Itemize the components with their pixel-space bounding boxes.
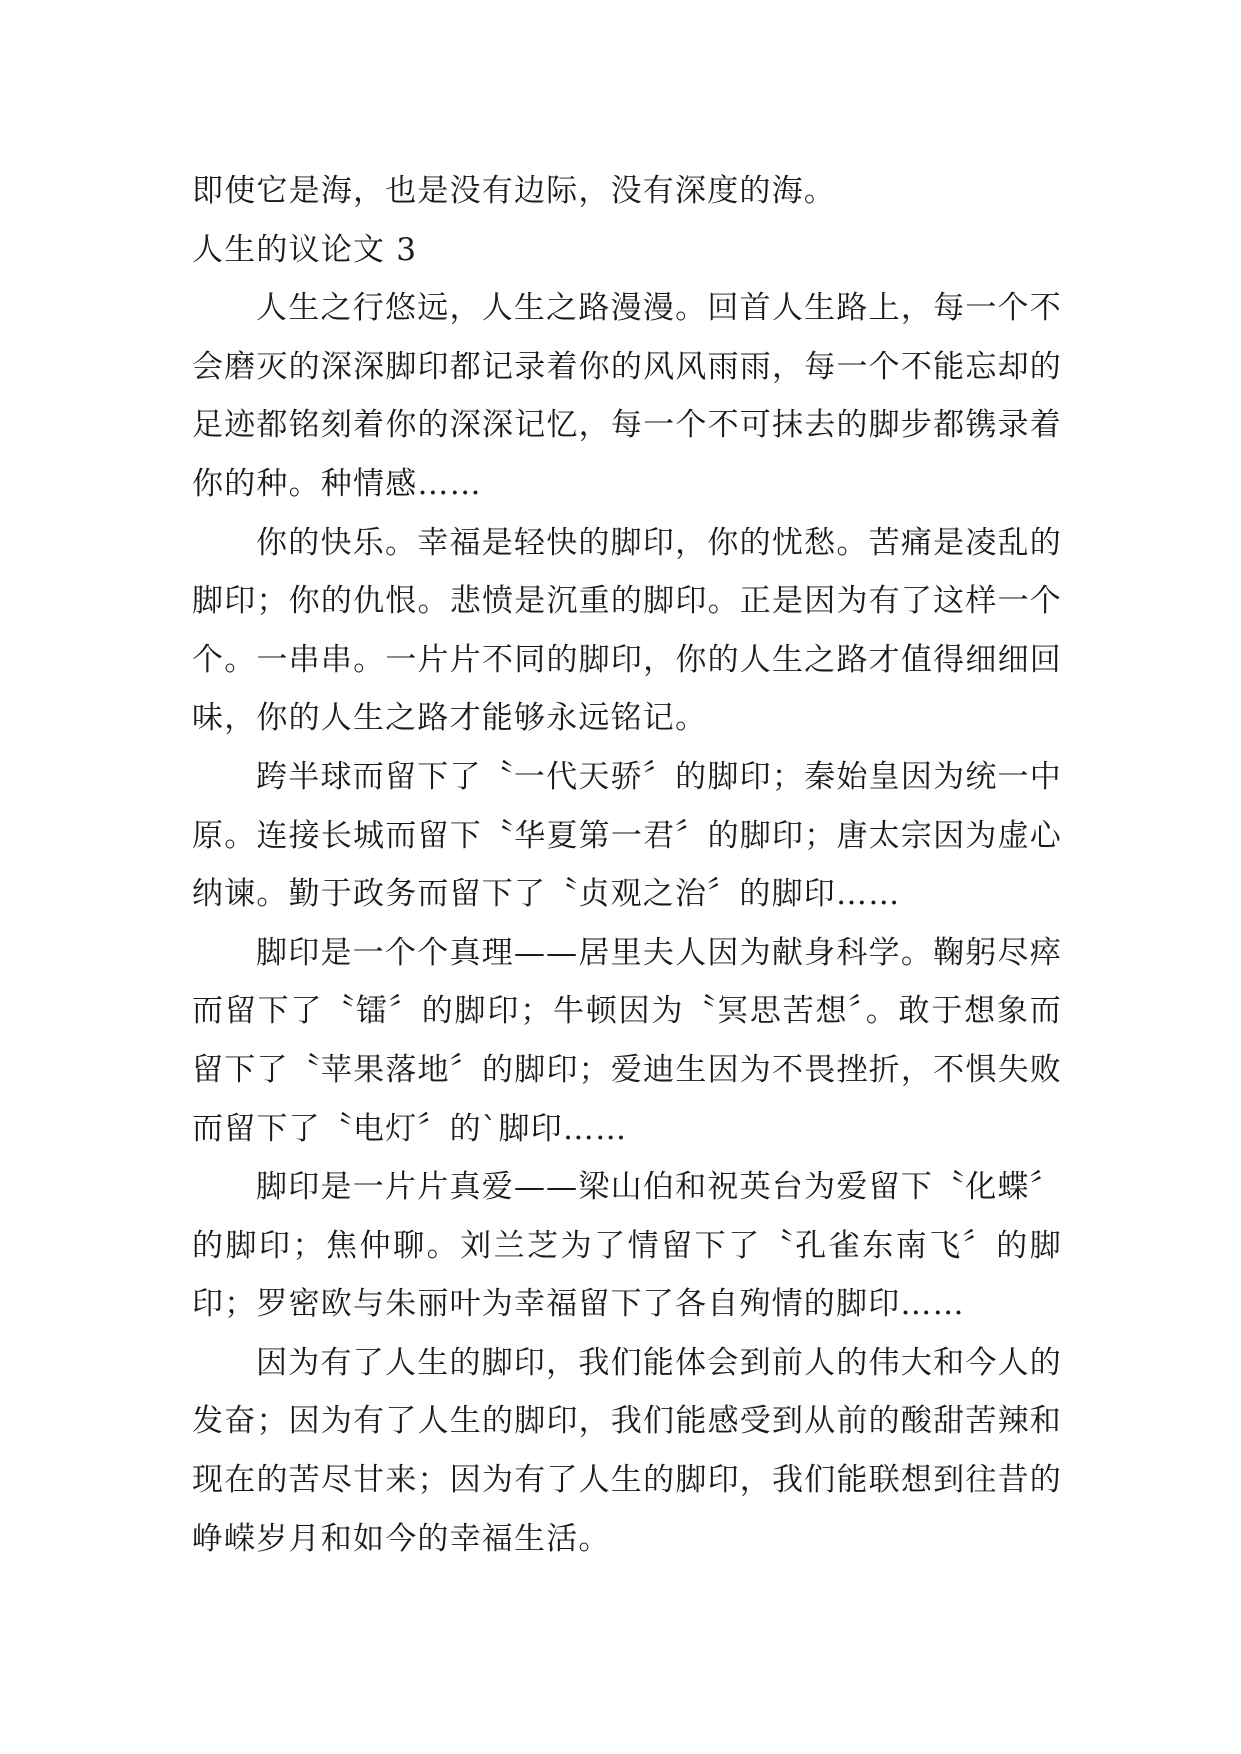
- paragraph: 人生之行悠远，人生之路漫漫。回首人生路上，每一个不会磨灭的深深脚印都记录着你的风风雨雨，每一个不能忘却的足迹都铭刻着你的深深记忆，每一个不可抹去的脚步都镌录着你的种。种情感……: [192, 290, 1062, 502]
- opening-line: 即使它是海，也是没有边际，没有深度的海。: [192, 173, 836, 209]
- section-title: 人生的议论文 3: [192, 231, 418, 268]
- paragraph: 脚印是一个个真理——居里夫人因为献身科学。鞠躬尽瘁而留下了〝镭〞的脚印；牛顿因为〝冥思苦想〞。敢于想象而留下了〝苹果落地〞的脚印；爱迪生因为不畏挫折，不惧失败而留下了〝电灯〞的`脚印……: [192, 934, 1062, 1147]
- paragraph: 脚印是一片片真爱——梁山伯和祝英台为爱留下〝化蝶〞的脚印；焦仲聊。刘兰芝为了情留下了〝孔雀东南飞〞的脚印；罗密欧与朱丽叶为幸福留下了各自殉情的脚印……: [192, 1169, 1062, 1323]
- document-body: [192, 162, 1062, 1568]
- paragraph: 你的快乐。幸福是轻快的脚印，你的忧愁。苦痛是凌乱的脚印；你的仇恨。悲愤是沉重的脚印。正是因为有了这样一个个。一串串。一片片不同的脚印，你的人生之路才值得细细回味，你的人生之路才能够永远铭记。: [192, 524, 1062, 737]
- paragraph: 跨半球而留下了〝一代天骄〞的脚印；秦始皇因为统一中原。连接长城而留下〝华夏第一君〞的脚印；唐太宗因为虚心纳谏。勤于政务而留下了〝贞观之治〞的脚印……: [192, 758, 1062, 913]
- paragraph: 因为有了人生的脚印，我们能体会到前人的伟大和今人的发奋；因为有了人生的脚印，我们能感受到从前的酸甜苦辣和现在的苦尽甘来；因为有了人生的脚印，我们能联想到往昔的峥嵘岁月和如今的幸福生活。: [192, 1344, 1062, 1557]
